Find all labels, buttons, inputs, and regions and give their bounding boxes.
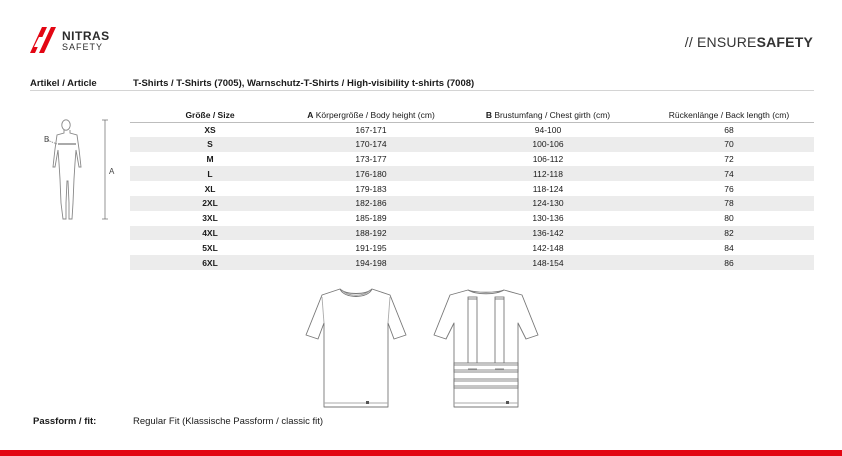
nitras-logo-icon xyxy=(30,27,58,53)
fit-value: Regular Fit (Klassische Passform / classic fit) xyxy=(133,416,324,427)
fit-label: Passform / fit: xyxy=(33,416,97,427)
cell-size: 5XL xyxy=(202,242,218,253)
tagline-bold: SAFETY xyxy=(756,34,813,50)
cell-chest: 148-154 xyxy=(452,255,644,270)
size-row-5xl xyxy=(130,240,814,255)
size-row-s xyxy=(130,137,814,152)
cell-chest: 94-100 xyxy=(534,124,562,135)
cell-back: 78 xyxy=(644,196,814,211)
cell-chest: 130-136 xyxy=(532,213,564,224)
cell-height: 188-192 xyxy=(290,226,452,241)
cell-back: 86 xyxy=(644,255,814,270)
cell-size: L xyxy=(130,166,290,181)
cell-chest: 142-148 xyxy=(532,242,564,253)
header-chest-girth: B Brustumfang / Chest girth (cm) xyxy=(452,108,644,122)
brand-sub: SAFETY xyxy=(62,42,104,52)
size-row-xl xyxy=(130,181,814,196)
cell-size: XS xyxy=(204,124,216,135)
cell-size: 2XL xyxy=(130,196,290,211)
size-table xyxy=(130,108,814,270)
cell-back: 80 xyxy=(724,213,734,224)
cell-chest: 106-112 xyxy=(532,153,564,164)
tshirt-front-image xyxy=(302,285,410,413)
cell-height: 194-198 xyxy=(290,255,452,270)
size-row-xs xyxy=(130,122,814,137)
brand-name: NITRAS xyxy=(62,29,110,43)
tshirt-back-image xyxy=(432,285,540,413)
cell-size: 4XL xyxy=(130,226,290,241)
cell-size: 6XL xyxy=(130,255,290,270)
cell-back: 74 xyxy=(644,166,814,181)
cell-height: 191-195 xyxy=(355,242,387,253)
cell-height: 167-171 xyxy=(355,124,387,135)
cell-back: 68 xyxy=(724,124,734,135)
cell-chest: 124-130 xyxy=(452,196,644,211)
cell-back: 84 xyxy=(724,242,734,253)
marker-a: A xyxy=(109,167,115,176)
cell-chest: 136-142 xyxy=(452,226,644,241)
size-row-l xyxy=(130,166,814,181)
size-row-3xl xyxy=(130,211,814,226)
cell-back: 70 xyxy=(644,137,814,152)
cell-back: 82 xyxy=(644,226,814,241)
size-table-header xyxy=(130,108,814,122)
cell-chest: 112-118 xyxy=(452,166,644,181)
cell-height: 179-183 xyxy=(355,183,387,194)
header-back-length: Rückenlänge / Back length (cm) xyxy=(644,108,814,122)
header-divider xyxy=(30,90,814,91)
cell-chest: 118-124 xyxy=(532,183,564,194)
cell-height: 176-180 xyxy=(290,166,452,181)
cell-height: 185-189 xyxy=(355,213,387,224)
size-row-4xl xyxy=(130,226,814,241)
cell-size: M xyxy=(206,153,214,164)
size-row-m xyxy=(130,152,814,167)
marker-b: B xyxy=(44,135,50,144)
header-size: Größe / Size xyxy=(130,108,290,122)
article-value: T-Shirts / T-Shirts (7005), Warnschutz-T-Shirts / High-visibility t-shirts (7008) xyxy=(133,78,475,89)
header-body-height: A Körpergröße / Body height (cm) xyxy=(290,108,452,122)
brand-logo xyxy=(30,27,120,59)
tagline-prefix: // ENSURE xyxy=(684,34,757,50)
cell-size: 3XL xyxy=(202,213,218,224)
cell-height: 173-177 xyxy=(355,153,387,164)
size-row-2xl xyxy=(130,196,814,211)
cell-size: S xyxy=(130,137,290,152)
cell-height: 182-186 xyxy=(290,196,452,211)
cell-height: 170-174 xyxy=(290,137,452,152)
body-measurement-figure xyxy=(38,117,120,225)
cell-back: 72 xyxy=(724,153,734,164)
cell-size: XL xyxy=(204,183,216,194)
cell-back: 76 xyxy=(724,183,734,194)
article-label: Artikel / Article xyxy=(30,78,97,89)
cell-chest: 100-106 xyxy=(452,137,644,152)
tagline xyxy=(685,34,813,50)
brand-accent-bar xyxy=(0,450,842,456)
size-row-6xl xyxy=(130,255,814,270)
